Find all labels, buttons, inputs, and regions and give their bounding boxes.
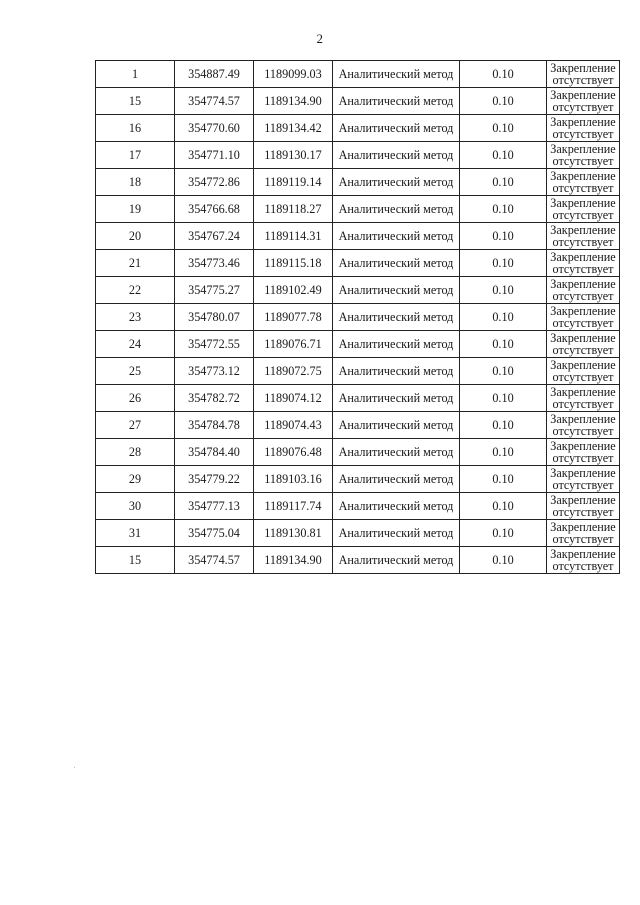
accuracy-cell: 0.10 — [460, 520, 547, 547]
method-cell: Аналитический метод — [333, 250, 460, 277]
x-coordinate-cell: 354887.49 — [175, 61, 254, 88]
method-cell: Аналитический метод — [333, 223, 460, 250]
fixing-cell — [547, 196, 620, 223]
y-coordinate-cell: 1189115.18 — [254, 250, 333, 277]
x-coordinate-cell: 354784.40 — [175, 439, 254, 466]
scan-artifact — [74, 767, 75, 768]
point-number-cell: 1 — [96, 61, 175, 88]
fixing-line-1: Закрепление — [550, 520, 616, 534]
table-row — [96, 277, 620, 304]
fixing-line-1: Закрепление — [550, 61, 616, 75]
point-number-cell: 29 — [96, 466, 175, 493]
y-coordinate-cell: 1189102.49 — [254, 277, 333, 304]
fixing-line-2: отсутствует — [552, 505, 614, 519]
accuracy-cell: 0.10 — [460, 277, 547, 304]
fixing-line-2: отсутствует — [552, 370, 614, 384]
accuracy-cell: 0.10 — [460, 196, 547, 223]
x-coordinate-cell: 354775.04 — [175, 520, 254, 547]
y-coordinate-cell: 1189130.17 — [254, 142, 333, 169]
fixing-line-2: отсутствует — [552, 154, 614, 168]
table-row — [96, 385, 620, 412]
accuracy-cell: 0.10 — [460, 412, 547, 439]
accuracy-cell: 0.10 — [460, 331, 547, 358]
method-cell: Аналитический метод — [333, 520, 460, 547]
accuracy-cell: 0.10 — [460, 250, 547, 277]
page-number: 2 — [316, 31, 324, 46]
fixing-cell — [547, 142, 620, 169]
table-row — [96, 331, 620, 358]
x-coordinate-cell: 354773.12 — [175, 358, 254, 385]
fixing-line-2: отсутствует — [552, 532, 614, 546]
accuracy-cell: 0.10 — [460, 547, 547, 574]
fixing-line-2: отсутствует — [552, 262, 614, 276]
fixing-cell — [547, 169, 620, 196]
table-row — [96, 223, 620, 250]
fixing-cell — [547, 88, 620, 115]
accuracy-cell: 0.10 — [460, 223, 547, 250]
fixing-cell — [547, 412, 620, 439]
method-cell: Аналитический метод — [333, 358, 460, 385]
x-coordinate-cell: 354775.27 — [175, 277, 254, 304]
fixing-cell — [547, 385, 620, 412]
fixing-cell — [547, 466, 620, 493]
method-cell: Аналитический метод — [333, 331, 460, 358]
y-coordinate-cell: 1189117.74 — [254, 493, 333, 520]
table-row — [96, 520, 620, 547]
table-row — [96, 115, 620, 142]
coordinates-table-body — [96, 61, 620, 574]
fixing-line-2: отсутствует — [552, 451, 614, 465]
fixing-line-2: отсутствует — [552, 73, 614, 87]
y-coordinate-cell: 1189076.48 — [254, 439, 333, 466]
table-row — [96, 250, 620, 277]
point-number-cell: 22 — [96, 277, 175, 304]
fixing-line-2: отсутствует — [552, 397, 614, 411]
fixing-cell — [547, 358, 620, 385]
fixing-line-2: отсутствует — [552, 343, 614, 357]
y-coordinate-cell: 1189103.16 — [254, 466, 333, 493]
accuracy-cell: 0.10 — [460, 466, 547, 493]
accuracy-cell: 0.10 — [460, 61, 547, 88]
table-row — [96, 61, 620, 88]
accuracy-cell: 0.10 — [460, 169, 547, 196]
x-coordinate-cell: 354774.57 — [175, 547, 254, 574]
method-cell: Аналитический метод — [333, 466, 460, 493]
x-coordinate-cell: 354772.55 — [175, 331, 254, 358]
fixing-line-1: Закрепление — [550, 304, 616, 318]
y-coordinate-cell: 1189134.90 — [254, 88, 333, 115]
method-cell: Аналитический метод — [333, 169, 460, 196]
fixing-line-1: Закрепление — [550, 277, 616, 291]
fixing-line-1: Закрепление — [550, 331, 616, 345]
point-number-cell: 16 — [96, 115, 175, 142]
fixing-cell — [547, 250, 620, 277]
x-coordinate-cell: 354773.46 — [175, 250, 254, 277]
x-coordinate-cell: 354782.72 — [175, 385, 254, 412]
fixing-line-1: Закрепление — [550, 385, 616, 399]
fixing-line-1: Закрепление — [550, 196, 616, 210]
method-cell: Аналитический метод — [333, 439, 460, 466]
x-coordinate-cell: 354772.86 — [175, 169, 254, 196]
fixing-cell — [547, 115, 620, 142]
fixing-line-1: Закрепление — [550, 142, 616, 156]
fixing-cell — [547, 331, 620, 358]
y-coordinate-cell: 1189074.12 — [254, 385, 333, 412]
point-number-cell: 25 — [96, 358, 175, 385]
point-number-cell: 17 — [96, 142, 175, 169]
fixing-line-1: Закрепление — [550, 250, 616, 264]
fixing-cell — [547, 493, 620, 520]
accuracy-cell: 0.10 — [460, 358, 547, 385]
x-coordinate-cell: 354774.57 — [175, 88, 254, 115]
fixing-line-2: отсутствует — [552, 316, 614, 330]
fixing-line-2: отсутствует — [552, 424, 614, 438]
method-cell: Аналитический метод — [333, 304, 460, 331]
accuracy-cell: 0.10 — [460, 142, 547, 169]
table-row — [96, 412, 620, 439]
fixing-cell — [547, 304, 620, 331]
x-coordinate-cell: 354777.13 — [175, 493, 254, 520]
x-coordinate-cell: 354784.78 — [175, 412, 254, 439]
fixing-line-2: отсутствует — [552, 208, 614, 222]
fixing-line-1: Закрепление — [550, 223, 616, 237]
point-number-cell: 24 — [96, 331, 175, 358]
fixing-line-1: Закрепление — [550, 493, 616, 507]
fixing-line-1: Закрепление — [550, 169, 616, 183]
y-coordinate-cell: 1189099.03 — [254, 61, 333, 88]
fixing-cell — [547, 547, 620, 574]
accuracy-cell: 0.10 — [460, 439, 547, 466]
y-coordinate-cell: 1189076.71 — [254, 331, 333, 358]
fixing-line-1: Закрепление — [550, 412, 616, 426]
point-number-cell: 27 — [96, 412, 175, 439]
table-row — [96, 88, 620, 115]
fixing-line-2: отсутствует — [552, 289, 614, 303]
point-number-cell: 30 — [96, 493, 175, 520]
x-coordinate-cell: 354780.07 — [175, 304, 254, 331]
x-coordinate-cell: 354779.22 — [175, 466, 254, 493]
fixing-line-1: Закрепление — [550, 466, 616, 480]
x-coordinate-cell: 354771.10 — [175, 142, 254, 169]
y-coordinate-cell: 1189134.90 — [254, 547, 333, 574]
method-cell: Аналитический метод — [333, 115, 460, 142]
coordinates-table — [95, 60, 620, 574]
fixing-cell — [547, 61, 620, 88]
fixing-cell — [547, 520, 620, 547]
point-number-cell: 26 — [96, 385, 175, 412]
table-row — [96, 169, 620, 196]
fixing-line-2: отсутствует — [552, 235, 614, 249]
method-cell: Аналитический метод — [333, 61, 460, 88]
method-cell: Аналитический метод — [333, 196, 460, 223]
method-cell: Аналитический метод — [333, 277, 460, 304]
point-number-cell: 19 — [96, 196, 175, 223]
fixing-line-2: отсутствует — [552, 181, 614, 195]
point-number-cell: 21 — [96, 250, 175, 277]
table-row — [96, 196, 620, 223]
method-cell: Аналитический метод — [333, 142, 460, 169]
y-coordinate-cell: 1189119.14 — [254, 169, 333, 196]
accuracy-cell: 0.10 — [460, 115, 547, 142]
point-number-cell: 23 — [96, 304, 175, 331]
table-row — [96, 358, 620, 385]
fixing-line-2: отсутствует — [552, 100, 614, 114]
accuracy-cell: 0.10 — [460, 304, 547, 331]
point-number-cell: 18 — [96, 169, 175, 196]
fixing-line-2: отсутствует — [552, 478, 614, 492]
y-coordinate-cell: 1189118.27 — [254, 196, 333, 223]
fixing-cell — [547, 439, 620, 466]
table-row — [96, 439, 620, 466]
method-cell: Аналитический метод — [333, 547, 460, 574]
table-row — [96, 466, 620, 493]
fixing-cell — [547, 223, 620, 250]
accuracy-cell: 0.10 — [460, 88, 547, 115]
method-cell: Аналитический метод — [333, 385, 460, 412]
table-row — [96, 547, 620, 574]
y-coordinate-cell: 1189130.81 — [254, 520, 333, 547]
fixing-line-1: Закрепление — [550, 439, 616, 453]
fixing-line-1: Закрепление — [550, 88, 616, 102]
point-number-cell: 28 — [96, 439, 175, 466]
y-coordinate-cell: 1189114.31 — [254, 223, 333, 250]
y-coordinate-cell: 1189072.75 — [254, 358, 333, 385]
y-coordinate-cell: 1189074.43 — [254, 412, 333, 439]
y-coordinate-cell: 1189134.42 — [254, 115, 333, 142]
x-coordinate-cell: 354766.68 — [175, 196, 254, 223]
accuracy-cell: 0.10 — [460, 385, 547, 412]
fixing-line-1: Закрепление — [550, 115, 616, 129]
point-number-cell: 31 — [96, 520, 175, 547]
table-row — [96, 142, 620, 169]
accuracy-cell: 0.10 — [460, 493, 547, 520]
method-cell: Аналитический метод — [333, 412, 460, 439]
fixing-line-1: Закрепление — [550, 547, 616, 561]
point-number-cell: 20 — [96, 223, 175, 250]
x-coordinate-cell: 354767.24 — [175, 223, 254, 250]
table-row — [96, 493, 620, 520]
table-row — [96, 304, 620, 331]
y-coordinate-cell: 1189077.78 — [254, 304, 333, 331]
method-cell: Аналитический метод — [333, 493, 460, 520]
point-number-cell: 15 — [96, 88, 175, 115]
fixing-line-1: Закрепление — [550, 358, 616, 372]
fixing-line-2: отсутствует — [552, 559, 614, 573]
x-coordinate-cell: 354770.60 — [175, 115, 254, 142]
fixing-cell — [547, 277, 620, 304]
fixing-line-2: отсутствует — [552, 127, 614, 141]
point-number-cell: 15 — [96, 547, 175, 574]
method-cell: Аналитический метод — [333, 88, 460, 115]
